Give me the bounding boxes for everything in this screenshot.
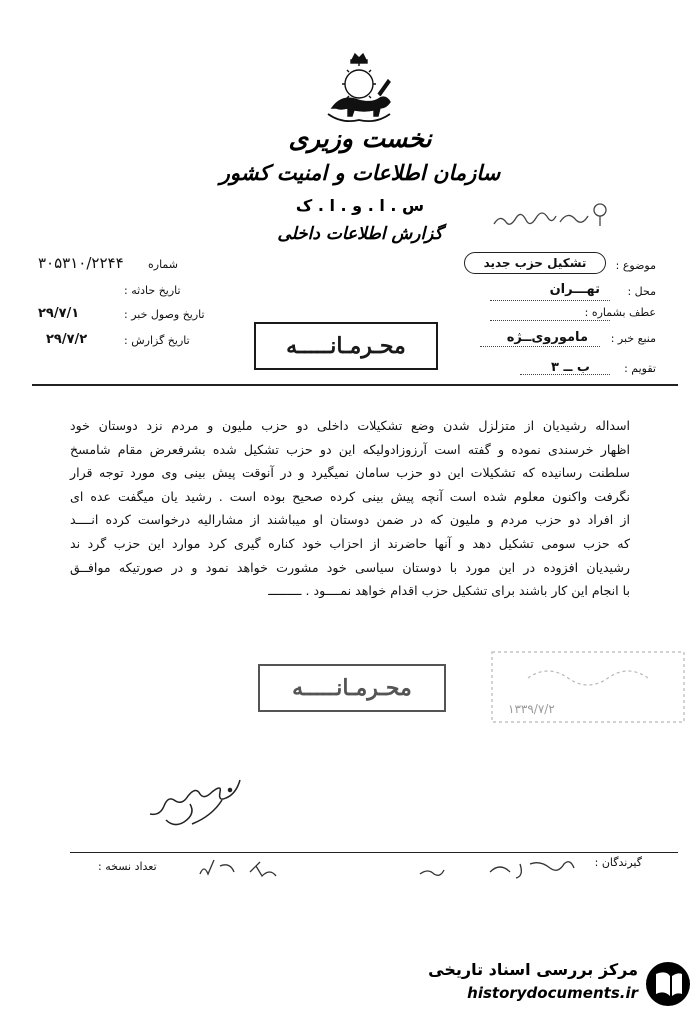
evaluation-value: ب ــ ۳ <box>551 360 590 375</box>
receipt-date-value: ۲۹/۷/۱ <box>38 306 80 321</box>
body-line: نگرفت واکنون معلوم شده است آنچه پیش بینی کرده صحیح بوده است . رشید یان میگفت عده ای <box>70 488 630 504</box>
body-line: رشیدیان افزوده در این مورد با دوستان سیاسی خود مشورت خواهد نمود و در صورتیکه موافــق <box>70 559 630 575</box>
subject-value: تشکیل حزب جدید <box>464 252 606 274</box>
faint-stamp-date: ۱۳۳۹/۷/۲ <box>508 702 555 716</box>
copies-label: تعداد نسخه : <box>98 860 157 873</box>
header-report-type: گزارش اطلاعات داخلی <box>277 224 443 244</box>
header-divider <box>32 384 678 386</box>
body-line: سلطنت رسانیده که تشکیلات این دو حزب سامان نمیگیرد و در آنوقت پیش بینی وی مورد توجه قرار <box>70 465 630 481</box>
header-prime-ministry: نخست وزیری <box>288 124 432 153</box>
number-value: ۳۰۵۳۱۰/۲۲۴۴ <box>38 254 124 272</box>
evaluation-label: تقویم : <box>624 362 656 375</box>
confidential-stamp: محـرمـانـــــه <box>254 322 438 370</box>
handwritten-signature <box>130 770 250 834</box>
body-line: از افراد دو حزب مردم و ملیون که در ضمن دوستان او میباشند از مشارالیه درخواست کرده انــــد <box>70 512 630 528</box>
report-date-label: تاریخ گزارش : <box>124 334 190 347</box>
confidential-stamp-bottom: محـرمـانـــــه <box>258 664 446 712</box>
book-logo-icon <box>644 960 692 1008</box>
body-line: که حزب سومی تشکیل دهد و آنها حاضرند از احزاب خود کناره گیری کرد موارد این حزب گرد ند <box>70 535 630 551</box>
body-line: اسداله رشیدیان از متزلزل شدن وضع تشکیلات داخلی دو حزب ملیون و مردم نزد دوستان خود <box>70 418 630 433</box>
place-dots <box>490 300 610 301</box>
history-documents-logo <box>416 958 692 1010</box>
header-savak-name: سازمان اطلاعات و امنیت کشور <box>219 160 501 185</box>
report-date-value: ۲۹/۷/۲ <box>46 332 88 347</box>
evaluation-dots <box>520 374 610 375</box>
logo-title: مرکز بررسی اسناد تاریخی <box>428 960 638 979</box>
subject-label: موضوع : <box>615 259 656 272</box>
handwritten-note-scribble <box>488 196 618 240</box>
place-value: تهـــران <box>549 282 600 297</box>
source-value: ماموروی‌ــژه <box>506 330 588 345</box>
header-savak-abbrev: س . ا . و . ا . ک <box>295 196 425 215</box>
body-line: با انجام این کار باشند برای تشکیل حزب اقدام خواهد نمــــود . ـــــــــ <box>268 583 630 599</box>
body-line: اظهار خرسندی نموده و گفته است آرزوزادولیکه این دو حزب تشکیل شده بشرفعرض مقام شامسخ <box>70 441 630 457</box>
receipt-date-label: تاریخ وصول خبر : <box>124 308 205 321</box>
source-label: منبع خبر : <box>610 332 656 345</box>
number-label: شماره <box>148 258 179 271</box>
report-body <box>70 414 630 603</box>
logo-url: historydocuments.ir <box>467 984 638 1002</box>
reference-label: عطف بشماره : <box>584 306 656 319</box>
reference-dots <box>490 320 610 321</box>
footer-handwritten-marks <box>180 852 600 888</box>
place-label: محل : <box>627 285 656 298</box>
source-dots <box>480 346 600 347</box>
lion-and-sun-emblem-icon <box>318 50 400 124</box>
recipients-label: گیرندگان : <box>594 856 642 869</box>
event-date-label: تاریخ حادثه : <box>124 284 181 297</box>
